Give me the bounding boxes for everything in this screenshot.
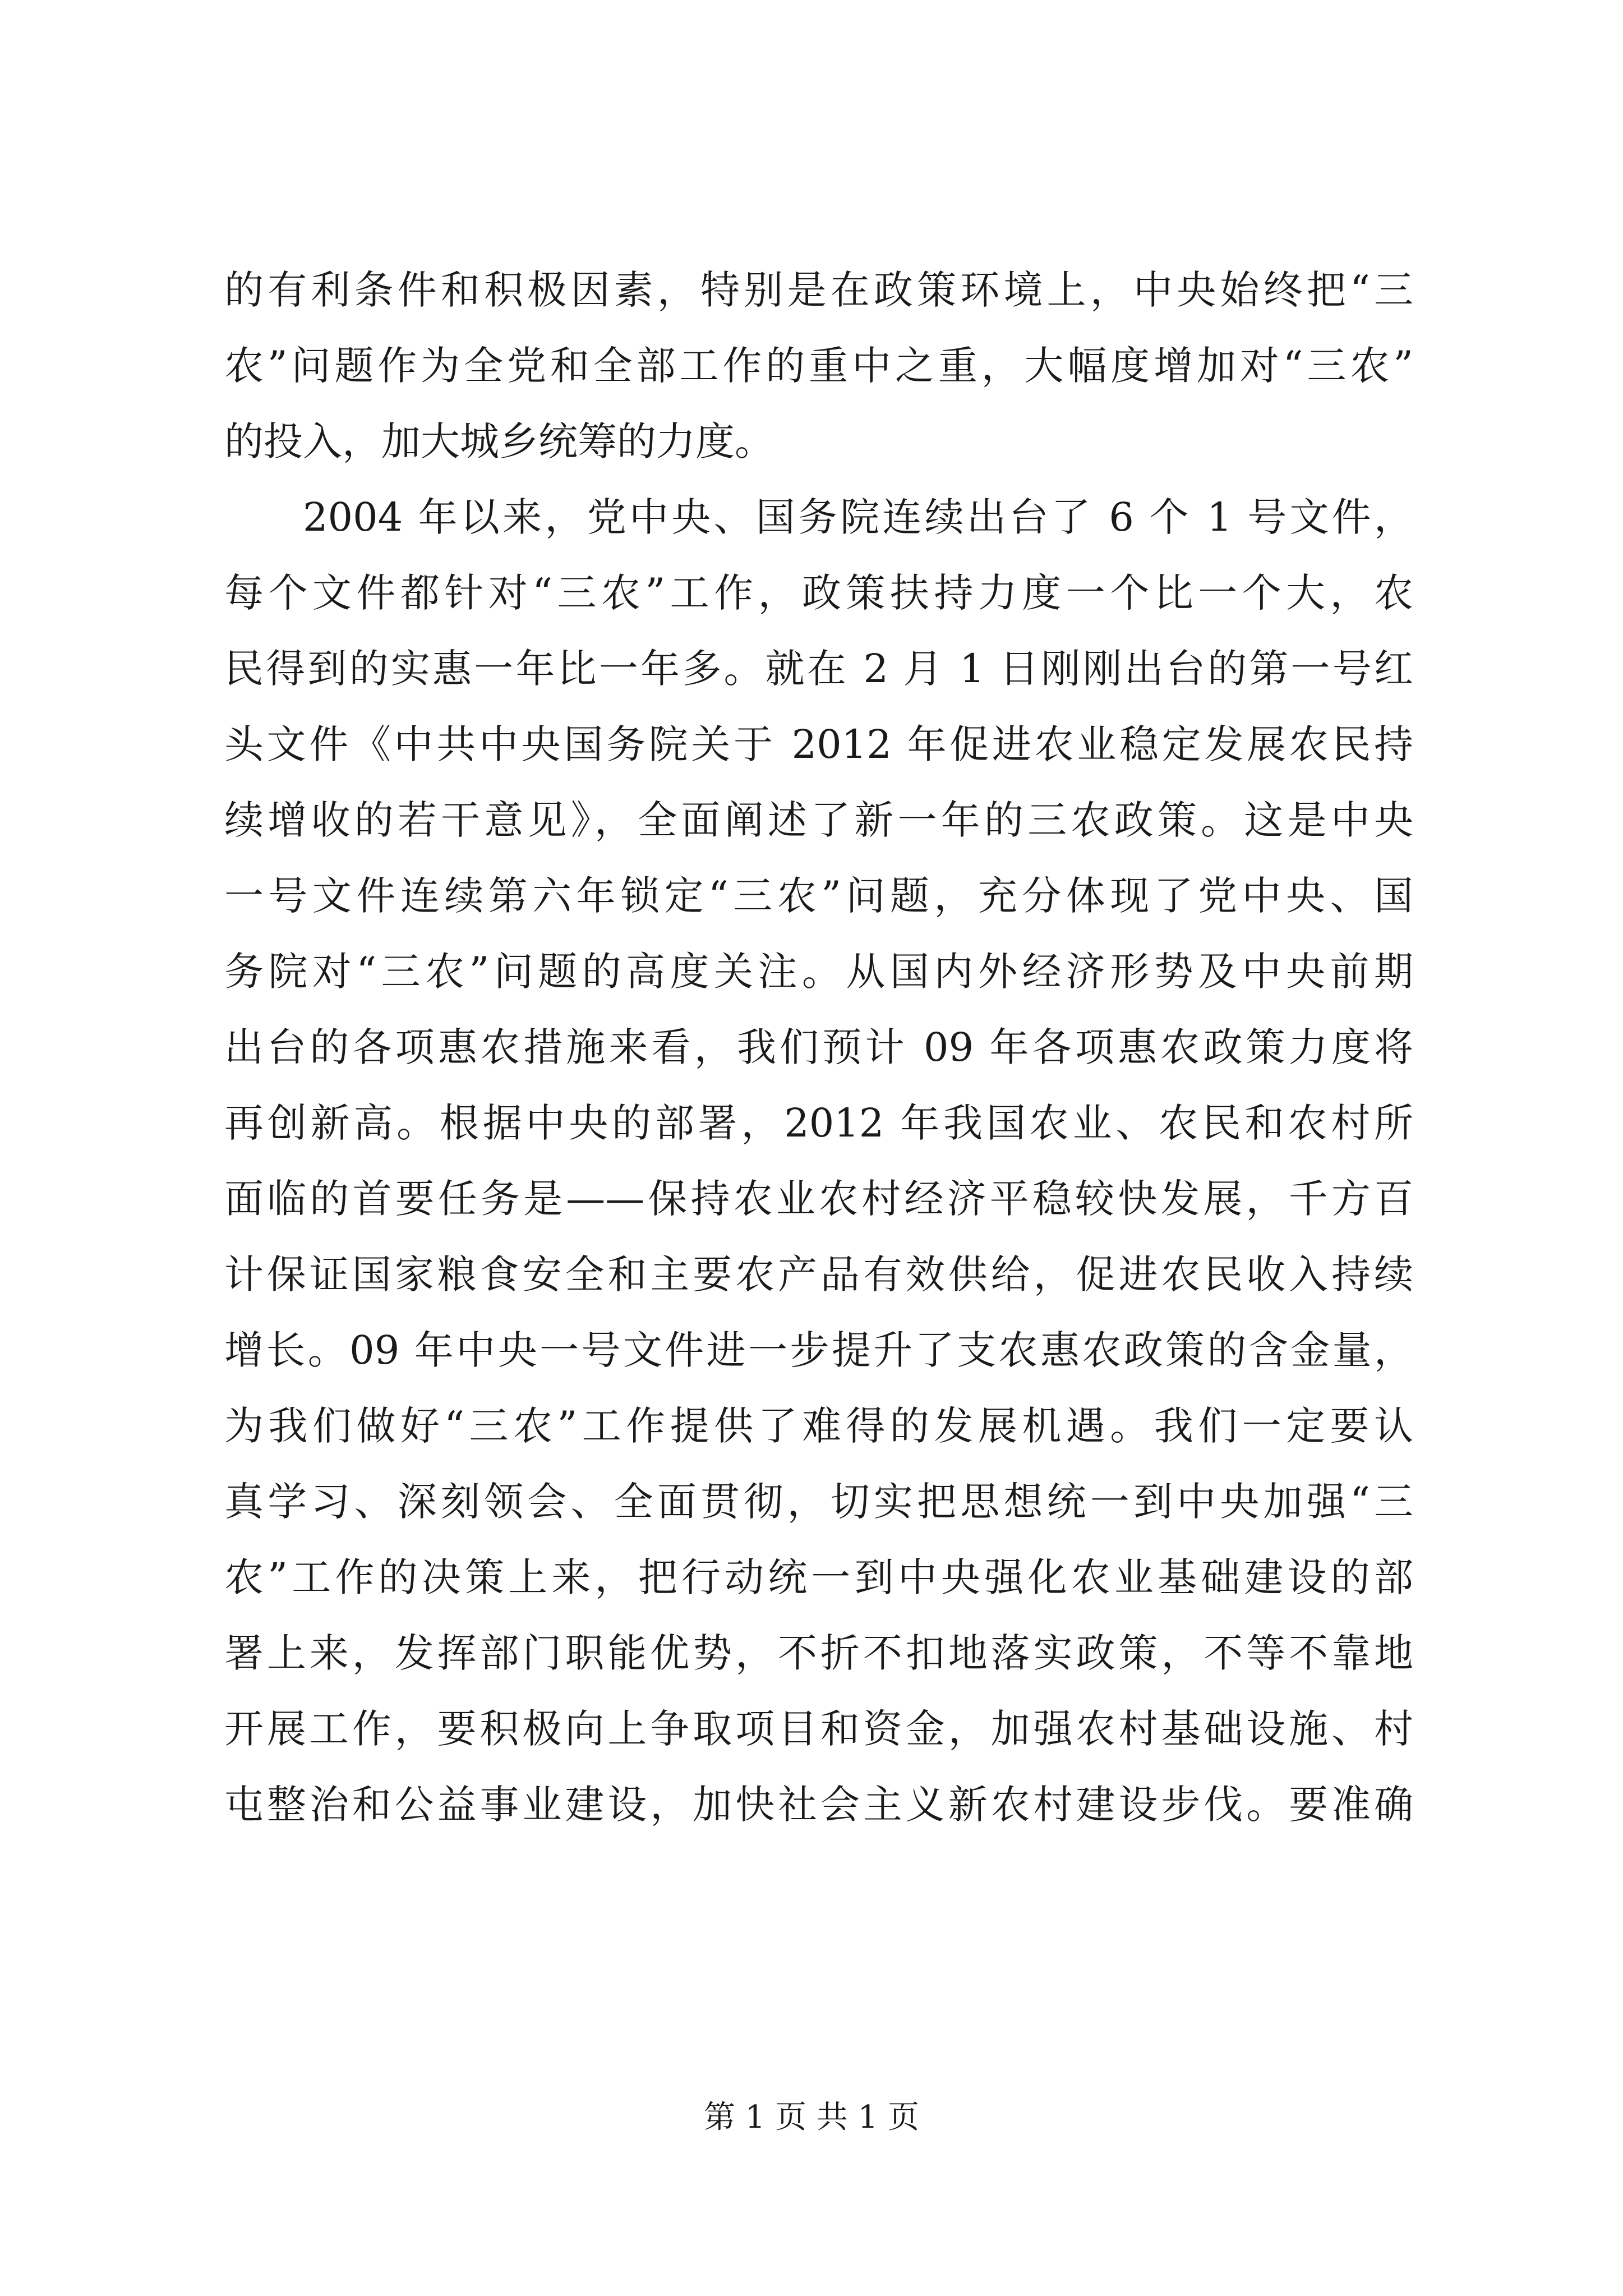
text-line: 真学习、深刻领会、全面贯彻，切实把思想统一到中央加强“三 [224,1479,1413,1525]
text-line: 一号文件连续第六年锁定“三农”问题，充分体现了党中央、国 [224,873,1413,919]
text-line: 增长。09 年中央一号文件进一步提升了支农惠农政策的含金量， [224,1327,1413,1373]
text-line [224,1843,1413,1918]
paragraph-2 [224,480,1413,1918]
text-line: 每个文件都针对“三农”工作，政策扶持力度一个比一个大，农 [224,570,1413,616]
text-line: 务院对“三农”问题的高度关注。从国内外经济形势及中央前期 [224,949,1413,995]
text-line: 民得到的实惠一年比一年多。就在 2 月 1 日刚刚出台的第一号红 [224,646,1413,692]
text-line: 署上来，发挥部门职能优势，不折不扣地落实政策，不等不靠地 [224,1630,1413,1676]
text-line: 农”工作的决策上来，把行动统一到中央强化农业基础建设的部 [224,1554,1413,1600]
document-body [224,252,1413,1918]
text-line: 再创新高。根据中央的部署，2012 年我国农业、农民和农村所 [224,1100,1413,1146]
text-line: 的投入，加大城乡统筹的力度。 [224,418,774,464]
text-line: 计保证国家粮食安全和主要农产品有效供给，促进农民收入持续 [224,1251,1413,1297]
text-line: 面临的首要任务是——保持农业农村经济平稳较快发展，千方百 [224,1176,1413,1222]
page-footer: 第 1 页 共 1 页 [703,2099,920,2136]
text-line: 出台的各项惠农措施来看，我们预计 09 年各项惠农政策力度将 [224,1024,1413,1070]
text-line: 为我们做好“三农”工作提供了难得的发展机遇。我们一定要认 [224,1403,1413,1449]
text-line: 屯整治和公益事业建设，加快社会主义新农村建设步伐。要准确 [224,1782,1413,1828]
text-line: 农”问题作为全党和全部工作的重中之重，大幅度增加对“三农” [224,343,1413,389]
text-line: 头文件《中共中央国务院关于 2012 年促进农业稳定发展农民持 [224,721,1413,767]
text-line: 2004 年以来，党中央、国务院连续出台了 6 个 1 号文件， [303,494,1413,540]
text-line: 续增收的若干意见》，全面阐述了新一年的三农政策。这是中央 [224,797,1413,843]
text-line: 开展工作，要积极向上争取项目和资金，加强农村基础设施、村 [224,1706,1413,1752]
paragraph-1 [224,252,1413,480]
text-line: 的有利条件和积极因素，特别是在政策环境上，中央始终把“三 [224,267,1413,313]
